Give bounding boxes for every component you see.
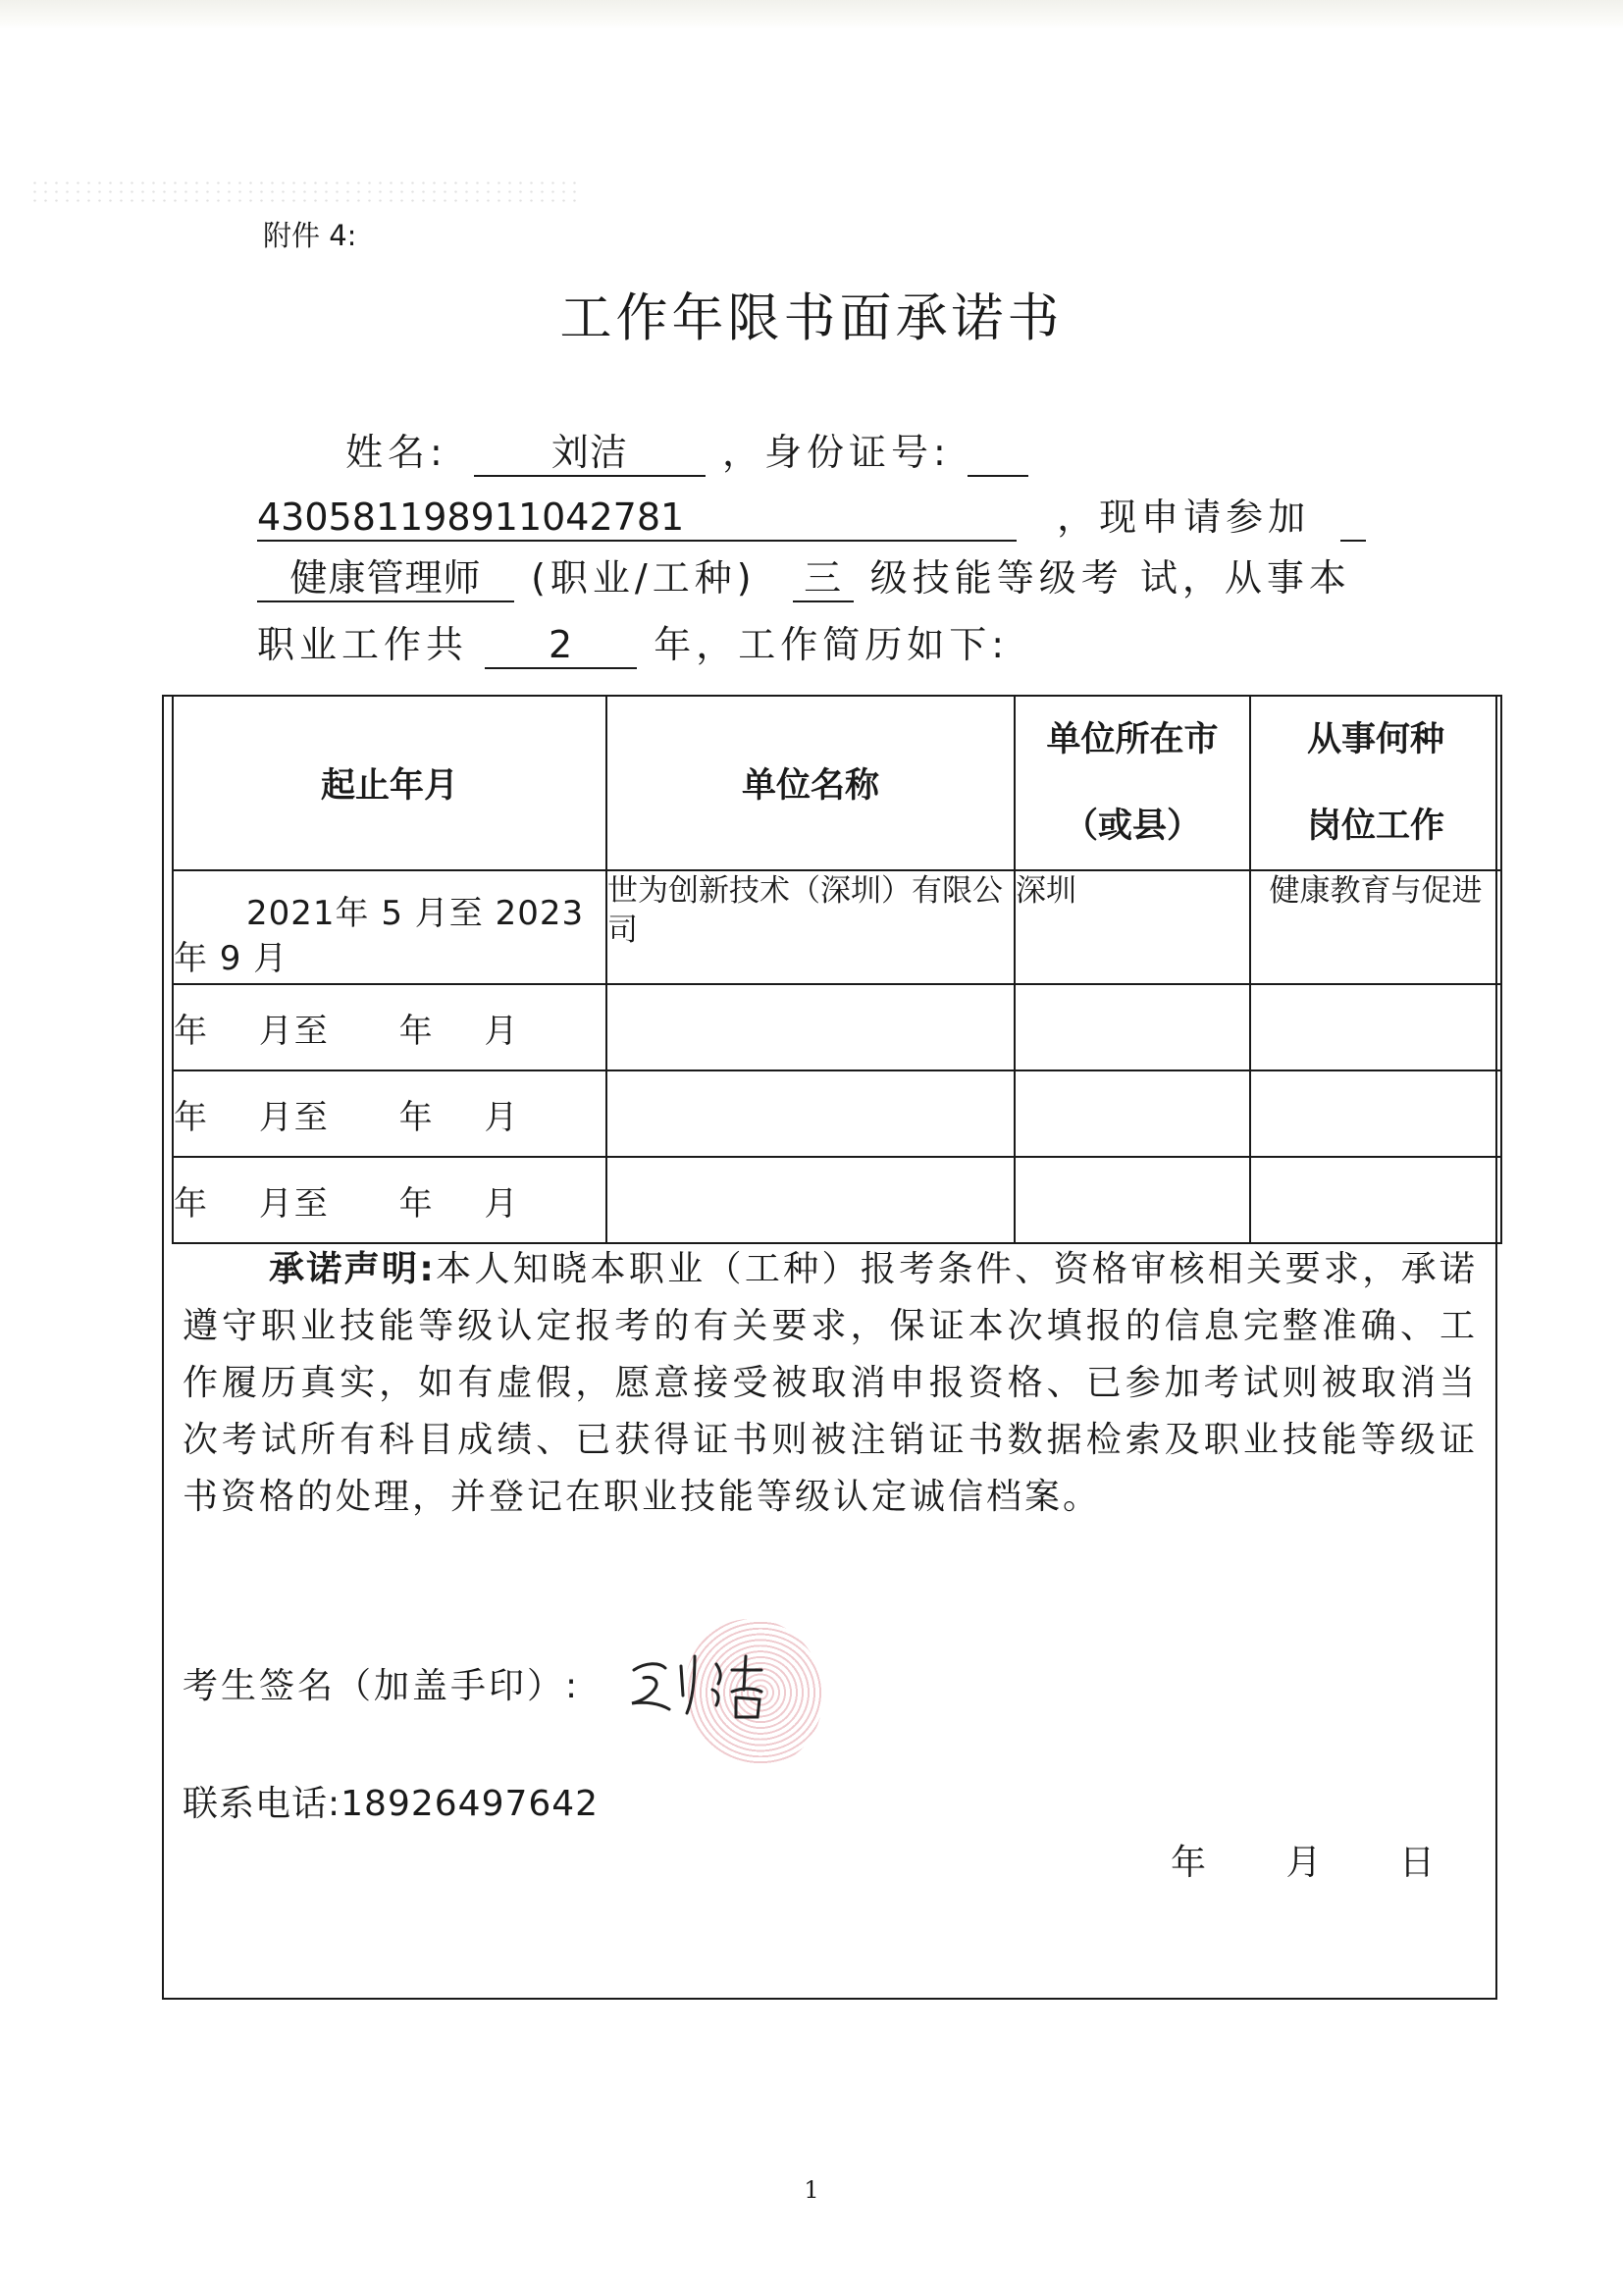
form-line-3: [257, 548, 1351, 602]
id-label: ，身份证号:: [722, 431, 951, 474]
date-line: [1171, 1835, 1435, 1885]
years-prefix: 职业工作共: [257, 623, 469, 666]
cell-post[interactable]: [1250, 984, 1501, 1070]
name-field[interactable]: 刘洁: [474, 432, 706, 477]
table-row: [173, 1070, 1501, 1157]
promise-lead: 承诺声明:: [269, 1249, 436, 1289]
signature-area[interactable]: [626, 1619, 832, 1766]
promise-statement: [183, 1241, 1478, 1526]
cell-company[interactable]: [606, 984, 1015, 1070]
years-suffix: 年，工作简历如下:: [654, 623, 1010, 666]
work-history-table: [172, 695, 1502, 1244]
cell-city[interactable]: [1015, 984, 1250, 1070]
header-company: 单位名称: [606, 696, 1015, 870]
cell-post[interactable]: [1250, 1070, 1501, 1157]
table-header-row: [173, 696, 1501, 870]
occupation-suffix: (职业/工种): [531, 556, 757, 600]
level-suffix: 级技能等级考 试，从事本: [869, 556, 1351, 600]
cell-company[interactable]: 世为创新技术（深圳）有限公司: [606, 870, 1015, 984]
attachment-label: 附件 4:: [263, 219, 357, 252]
cell-period[interactable]: 年 月至 年 月: [173, 1157, 606, 1243]
occupation-field[interactable]: 健康管理师: [257, 557, 514, 602]
scan-edge: [0, 0, 1623, 29]
cell-period[interactable]: 年 月至 年 月: [173, 984, 606, 1070]
cell-city[interactable]: [1015, 1070, 1250, 1157]
promise-text: 本人知晓本职业（工种）报考条件、资格审核相关要求，承诺遵守职业技能等级认定报考的有关要求，保证本次填报的信息完整准确、工作履历真实，如有虚假，愿意接受被取消申报资格、已参加考试则被取消当次考试所有科目成绩、已获得证书则被注销证书数据检索及职业技能等级证书资格的处理，并登记在职业技能等级认定诚信档案。: [183, 1249, 1478, 1517]
form-line-2: [257, 487, 1366, 542]
signature-label: 考生签名（加盖手印）:: [183, 1666, 581, 1706]
cell-company[interactable]: [606, 1070, 1015, 1157]
id-blank: [968, 432, 1028, 477]
years-field[interactable]: 2: [485, 624, 637, 669]
header-city: 单位所在市 （或县）: [1015, 696, 1250, 870]
table-row: [173, 1157, 1501, 1243]
date-year: 年: [1171, 1843, 1207, 1883]
cell-city[interactable]: 深圳: [1015, 870, 1250, 984]
table-row: [173, 984, 1501, 1070]
name-label: 姓名:: [345, 431, 447, 474]
signature-icon: [626, 1619, 832, 1766]
scan-noise: [29, 179, 579, 202]
date-month: 月: [1285, 1843, 1322, 1883]
document-title: 工作年限书面承诺书: [559, 288, 1064, 348]
page-number: 1: [804, 2176, 819, 2204]
level-field[interactable]: 三: [793, 557, 854, 602]
contact-phone: [183, 1776, 599, 1826]
table-row: [173, 870, 1501, 984]
header-period: 起止年月: [173, 696, 606, 870]
cell-period[interactable]: 2021年 5 月至 2023 年 9 月: [173, 870, 606, 984]
form-line-1: [345, 422, 1028, 477]
cell-period[interactable]: 年 月至 年 月: [173, 1070, 606, 1157]
date-day: 日: [1398, 1843, 1435, 1883]
header-post: 从事何种 岗位工作: [1250, 696, 1501, 870]
apply-blank: [1340, 496, 1366, 542]
phone-value: 18926497642: [340, 1784, 600, 1824]
cell-company[interactable]: [606, 1157, 1015, 1243]
cell-city[interactable]: [1015, 1157, 1250, 1243]
form-line-4: [257, 614, 1009, 669]
id-number-field[interactable]: 430581198911042781: [257, 496, 1017, 542]
apply-text: ，现申请参加: [1057, 496, 1311, 539]
cell-post[interactable]: 健康教育与促进: [1250, 870, 1501, 984]
phone-label: 联系电话:: [183, 1784, 341, 1824]
cell-post[interactable]: [1250, 1157, 1501, 1243]
